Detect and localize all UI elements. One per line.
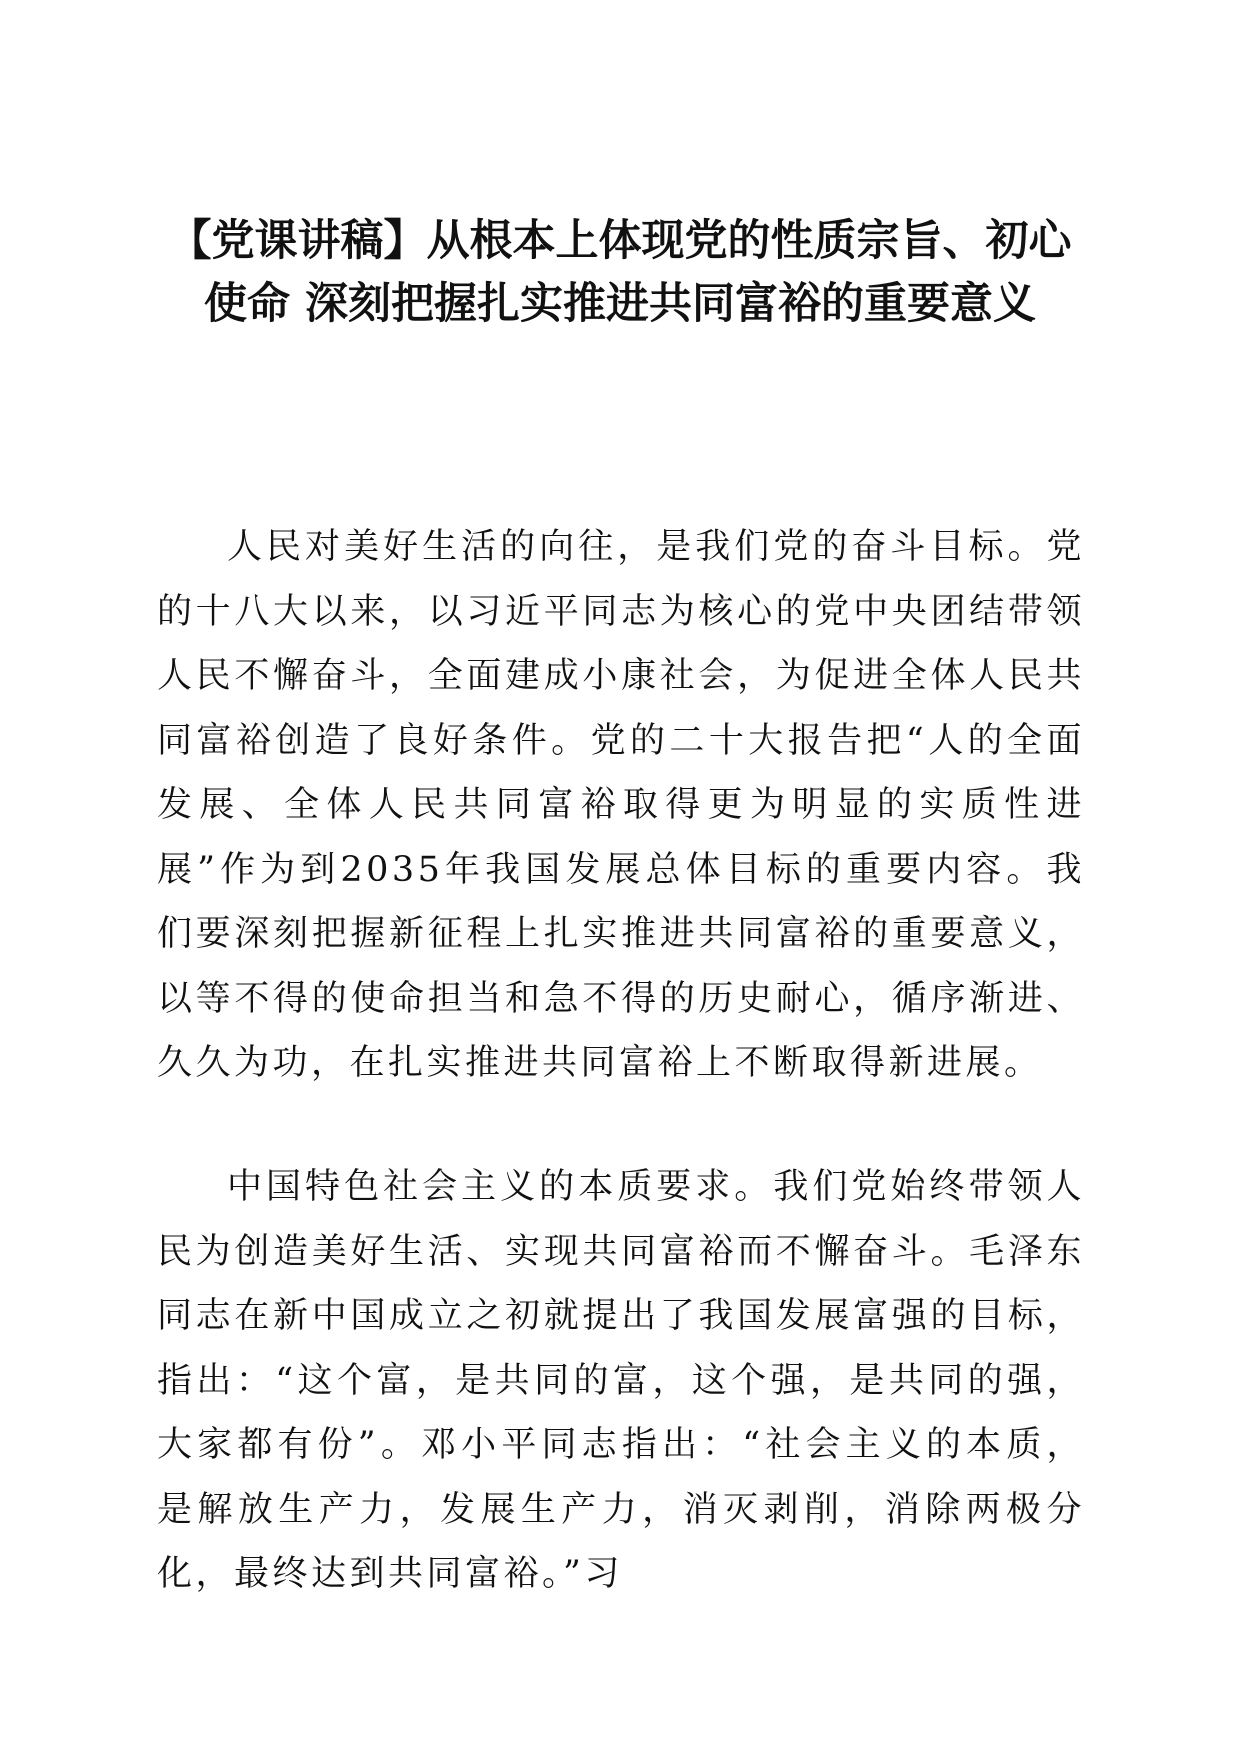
body-paragraph-2: 中国特色社会主义的本质要求。我们党始终带领人民为创造美好生活、实现共同富裕而不懈奋斗。毛泽东同志在新中国成立之初就提出了我国发展富强的目标，指出：“这个富，是共同的富，这个强，是共同的强，大家都有份”。邓小平同志指出：“社会主义的本质，是解放生产力，发展生产力，消灭剥削，消除两极分化，最终达到共同富裕。”习 bbox=[157, 1167, 1085, 1594]
body-paragraph-1: 人民对美好生活的向往，是我们党的奋斗目标。党的十八大以来，以习近平同志为核心的党中央团结带领人民不懈奋斗，全面建成小康社会，为促进全体人民共同富裕创造了良好条件。党的二十大报告把“人的全面发展、全体人民共同富裕取得更为明显的实质性进展”作为到2035年我国发展总体目标的重要内容。我们要深刻把握新征程上扎实推进共同富裕的重要意义，以等不得的使命担当和急不得的历史耐心，循序渐进、久久为功，在扎实推进共同富裕上不断取得新进展。 bbox=[157, 527, 1085, 1083]
document-title: 【党课讲稿】从根本上体现党的性质宗旨、初心使命 深刻把握扎实推进共同富裕的重要意义 bbox=[168, 216, 1072, 329]
